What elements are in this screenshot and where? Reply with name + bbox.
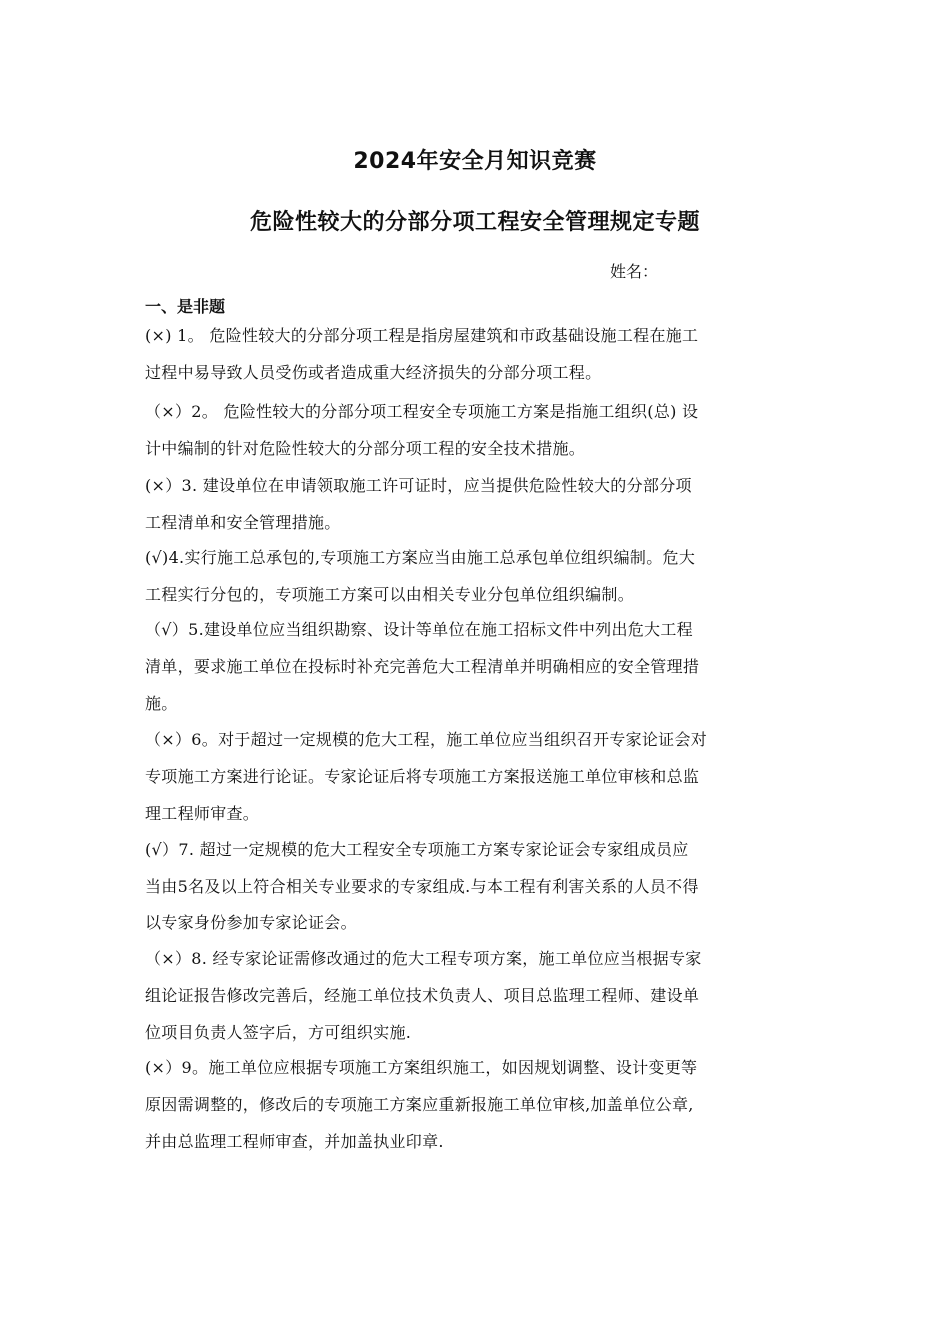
- question-line: (×）3. 建设单位在申请领取施工许可证时，应当提供危险性较大的分部分项: [145, 476, 692, 495]
- question-line: 并由总监理工程师审查，并加盖执业印章.: [145, 1132, 444, 1151]
- question-line: （×）8. 经专家论证需修改通过的危大工程专项方案，施工单位应当根据专家: [145, 949, 702, 968]
- question-line: 专项施工方案进行论证。专家论证后将专项施工方案报送施工单位审核和总监: [145, 767, 700, 786]
- question-line: （√）5.建设单位应当组织勘察、设计等单位在施工招标文件中列出危大工程: [145, 620, 693, 639]
- section-heading: 一、是非题: [145, 297, 226, 316]
- question-line: （×）2。 危险性较大的分部分项工程安全专项施工方案是指施工组织(总) 设: [145, 402, 699, 421]
- question-line: 施。: [145, 694, 178, 713]
- name-label: 姓名：: [610, 262, 659, 281]
- question-line: 理工程师审查。: [145, 804, 260, 823]
- question-line: 清单，要求施工单位在投标时补充完善危大工程清单并明确相应的安全管理措: [145, 657, 700, 676]
- question-line: 当由5名及以上符合相关专业要求的专家组成.与本工程有利害关系的人员不得: [145, 877, 699, 896]
- question-line: 组论证报告修改完善后，经施工单位技术负责人、项目总监理工程师、建设单: [145, 986, 700, 1005]
- question-line: (√)4.实行施工总承包的,专项施工方案应当由施工总承包单位组织编制。危大: [145, 548, 696, 567]
- document-title: 2024年安全月知识竞赛: [353, 149, 597, 174]
- question-line: 以专家身份参加专家论证会。: [145, 913, 357, 932]
- question-line: (×) 1。 危险性较大的分部分项工程是指房屋建筑和市政基础设施工程在施工: [145, 326, 699, 345]
- question-line: 工程清单和安全管理措施。: [145, 513, 341, 532]
- question-line: 原因需调整的，修改后的专项施工方案应重新报施工单位审核,加盖单位公章,: [145, 1095, 694, 1114]
- question-line: 计中编制的针对危险性较大的分部分项工程的安全技术措施。: [145, 439, 586, 458]
- question-line: 工程实行分包的，专项施工方案可以由相关专业分包单位组织编制。: [145, 585, 635, 604]
- question-line: 位项目负责人签字后，方可组织实施.: [145, 1023, 412, 1042]
- question-line: （×）6。对于超过一定规模的危大工程，施工单位应当组织召开专家论证会对: [145, 730, 708, 749]
- question-line: (×）9。施工单位应根据专项施工方案组织施工，如因规划调整、设计变更等: [145, 1058, 698, 1077]
- document-subtitle: 危险性较大的分部分项工程安全管理规定专题: [249, 210, 700, 235]
- question-line: (√）7. 超过一定规模的危大工程安全专项施工方案专家论证会专家组成员应: [145, 840, 689, 859]
- question-line: 过程中易导致人员受伤或者造成重大经济损失的分部分项工程。: [145, 363, 602, 382]
